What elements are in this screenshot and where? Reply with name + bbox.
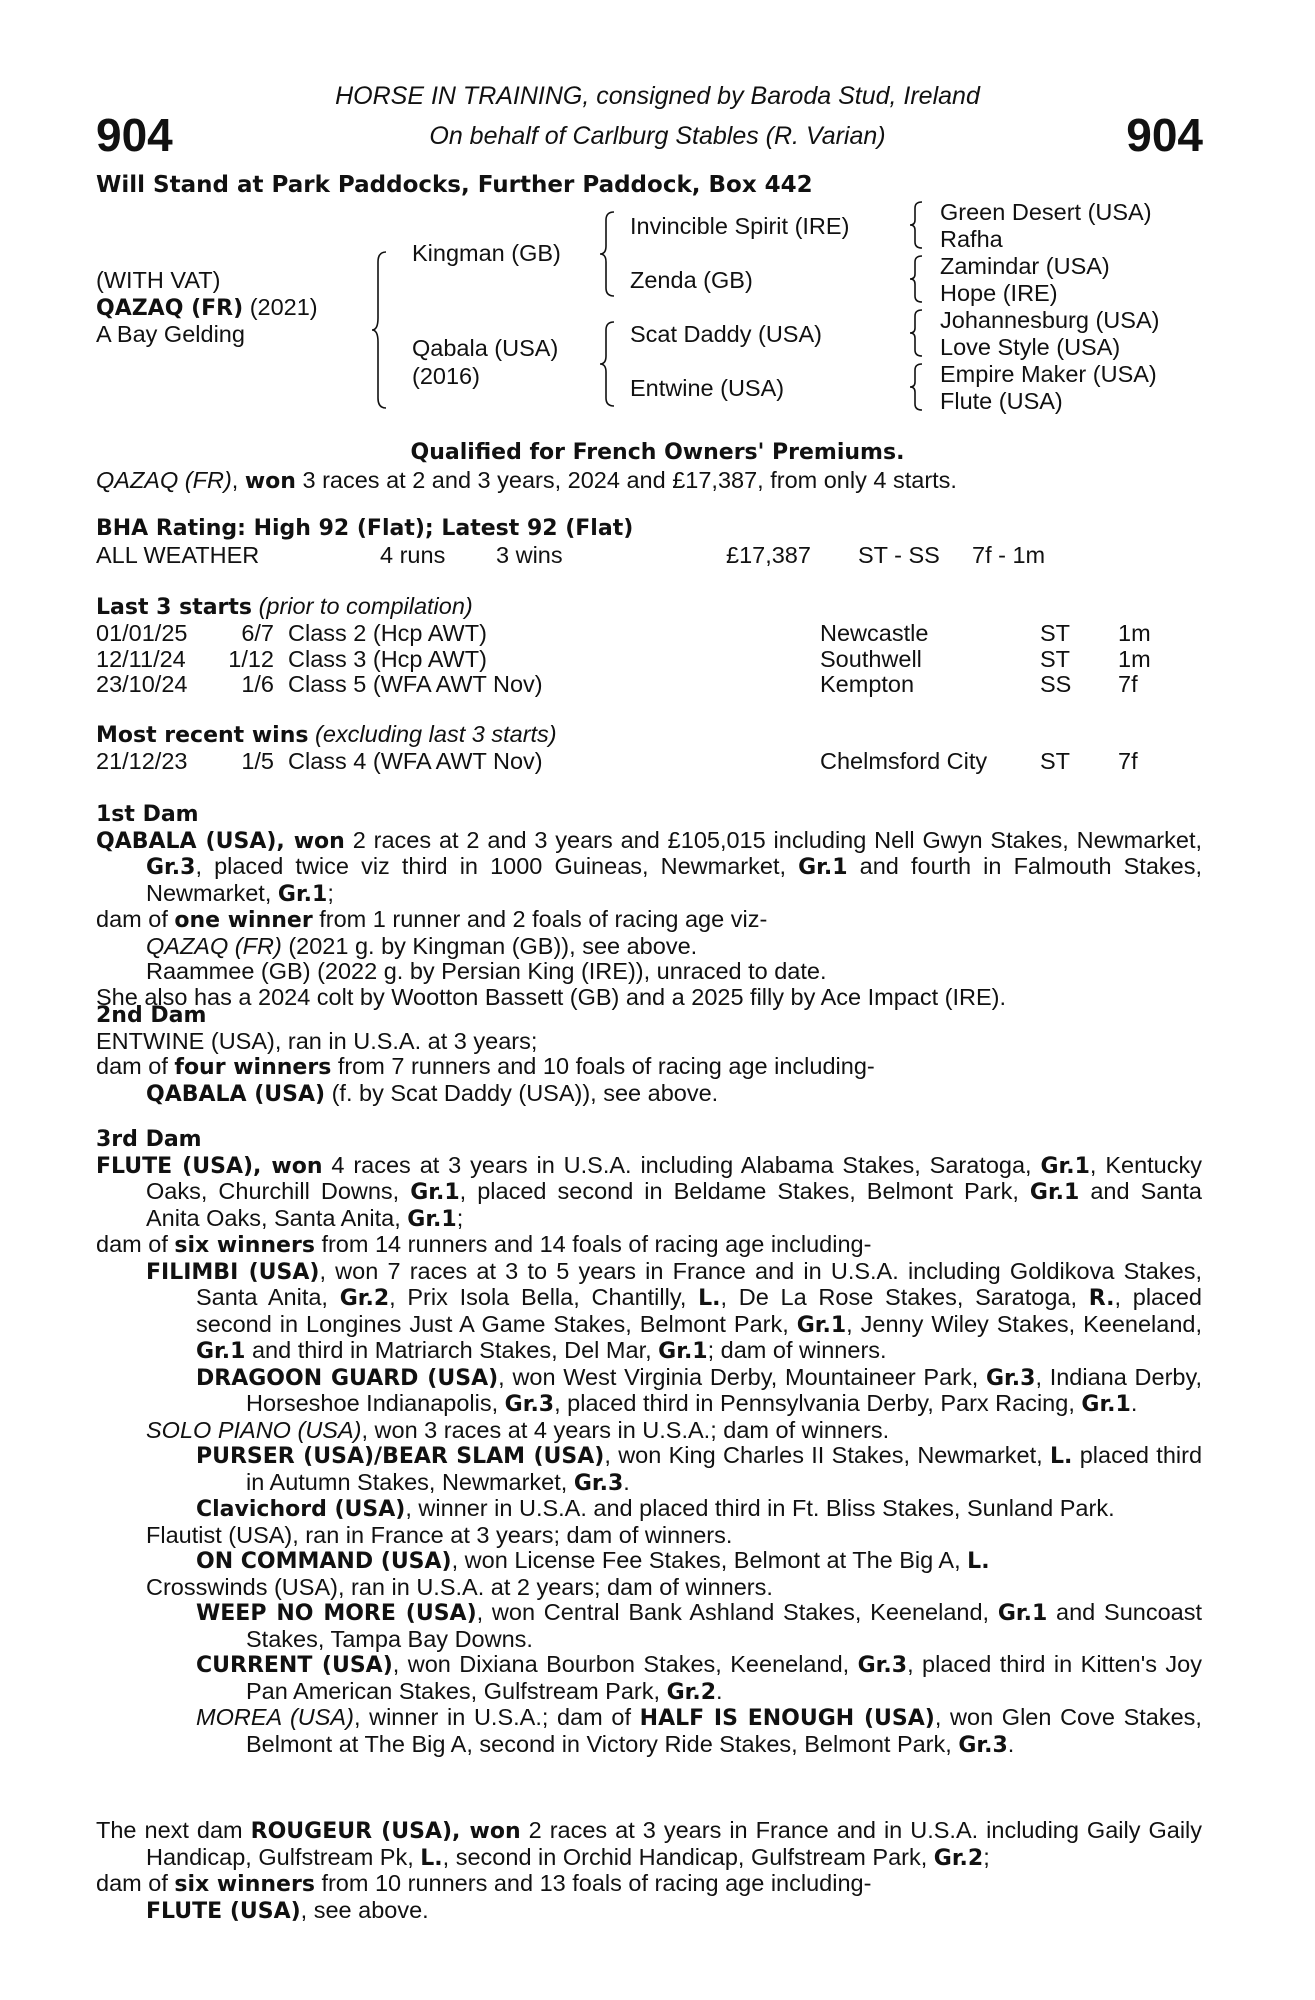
horse-title <box>96 295 318 322</box>
summary-name: QAZAQ (FR) <box>96 467 232 493</box>
pedigree-dss: Johannesburg (USA) <box>940 307 1160 333</box>
produce-name: FLUTE (USA) <box>146 1898 301 1924</box>
produce-detail: (f. by Scat Daddy (USA)), see above. <box>331 1079 719 1106</box>
grade-badge: L. <box>698 1286 721 1311</box>
winners-count: six winners <box>174 1872 315 1897</box>
last3-heading <box>96 594 473 621</box>
recent-note: (excluding last 3 starts) <box>315 721 557 747</box>
grade-badge: Gr.1 <box>196 1339 246 1364</box>
grade-badge: Gr.1 <box>277 881 328 907</box>
next-dam-produce <box>96 1871 1202 1898</box>
produce-summary: from 1 runner and 2 foals of racing age viz- <box>319 906 768 932</box>
pedigree-dsd: Love Style (USA) <box>940 334 1121 360</box>
grade-badge: Gr.2 <box>339 1286 390 1311</box>
pedigree-sds: Zamindar (USA) <box>940 253 1110 279</box>
dam-of-label: dam of <box>96 1053 168 1079</box>
produce-detail: , won Central Bank Ashland Stakes, Keeneland, <box>476 1599 990 1625</box>
produce-current: CURRENT (USA), won Dixiana Bourbon Stakes, Keeneland, Gr.3, placed third in Kitten's Joy Pan American Stakes, Gulfstream Park, Gr.2. <box>196 1651 1202 1705</box>
grade-badge: Gr.3 <box>504 1392 555 1417</box>
first-dam-also: She also has a 2024 colt by Wootton Bassett (GB) and a 2025 filly by Ace Impact (IRE). <box>96 983 1007 1010</box>
g3-brace-4 <box>908 362 924 412</box>
produce-morea: MOREA (USA), winner in U.S.A.; dam of HALF IS ENOUGH (USA), won Glen Cove Stakes, Belmont at The Big A, second in Victory Ride Stakes, Belmont Park, Gr.3. <box>196 1704 1202 1758</box>
race-pos: 6/7 <box>241 620 274 646</box>
on-behalf-line: On behalf of Carlburg Stables (R. Varian) <box>429 122 886 150</box>
second-dam-produce <box>96 1054 1202 1081</box>
race-dist: 7f <box>1118 671 1138 697</box>
produce-detail: (2021 g. by Kingman (GB)), see above. <box>288 932 698 959</box>
g3-brace-2 <box>908 254 924 304</box>
next-dam-name: ROUGEUR (USA), won <box>250 1819 521 1844</box>
next-dam-record <box>96 1818 1202 1871</box>
produce-name: FILIMBI (USA) <box>146 1259 320 1285</box>
produce-name: ON COMMAND (USA) <box>196 1549 452 1574</box>
produce-detail: , placed third in Pennsylvania Derby, Parx Racing, <box>554 1390 1075 1416</box>
first-dam-text2: , placed twice viz third in 1000 Guineas, Newmarket, <box>195 853 787 879</box>
race-date: 21/12/23 <box>96 748 188 774</box>
race-course: Kempton <box>820 671 915 697</box>
grade-badge: Gr.1 <box>658 1339 708 1364</box>
g3-brace-3 <box>908 308 924 358</box>
produce-detail: , won Dixiana Bourbon Stakes, Keeneland, <box>392 1651 850 1677</box>
produce-name: WEEP NO MORE (USA) <box>196 1601 477 1626</box>
produce-purser: PURSER (USA)/BEAR SLAM (USA), won King Charles II Stakes, Newmarket, L. placed third in Autumn Stakes, Newmarket, Gr.3. <box>196 1442 1203 1496</box>
first-dam-title: 1st Dam <box>96 802 199 827</box>
pedigree-sire-sire: Invincible Spirit (IRE) <box>630 213 850 239</box>
produce-summary: from 14 runners and 14 foals of racing age including- <box>321 1231 872 1257</box>
produce-detail: , see above. <box>300 1896 429 1923</box>
produce-detail: , won 3 races at 4 years in U.S.A.; dam of winners. <box>361 1416 890 1443</box>
grade-badge: Gr.1 <box>796 1312 847 1338</box>
race-surf: ST <box>1040 645 1071 672</box>
race-cls: Class 5 (WFA AWT Nov) <box>288 671 543 697</box>
grade-badge: Gr.1 <box>410 1180 460 1205</box>
produce-item <box>96 1081 1202 1108</box>
grade-badge: Gr.1 <box>1081 1392 1131 1417</box>
grade-badge: Gr.1 <box>997 1601 1048 1626</box>
race-dist: 1m <box>1118 620 1151 646</box>
grade-badge: R. <box>1088 1286 1115 1311</box>
rating-surface: ALL WEATHER <box>96 542 260 568</box>
produce-item: Raammee (GB) (2022 g. by Persian King (IRE)), unraced to date. <box>146 958 827 984</box>
stand-location: Will Stand at Park Paddocks, Further Paddock, Box 442 <box>96 172 813 198</box>
pedigree-dam-sire: Scat Daddy (USA) <box>630 321 822 347</box>
grade-badge: Gr.3 <box>857 1653 908 1678</box>
produce-name: QABALA (USA) <box>146 1081 326 1107</box>
pedigree-dds: Empire Maker (USA) <box>940 361 1157 387</box>
horse-description: A Bay Gelding <box>96 321 245 347</box>
winners-count: four winners <box>174 1055 332 1080</box>
summary-won: won <box>244 469 296 494</box>
summary-text: 3 races at 2 and 3 years, 2024 and £17,387, from only 4 starts. <box>302 467 957 493</box>
pedigree-sire: Kingman (GB) <box>412 240 561 266</box>
race-pos: 1/12 <box>228 645 274 672</box>
produce-name: CURRENT (USA) <box>196 1653 393 1678</box>
grade-badge: Gr.3 <box>958 1732 1008 1758</box>
horse-year: (2021) <box>249 294 318 320</box>
race-date: 01/01/25 <box>96 620 188 646</box>
third-dam-text: Kentucky Oaks, Churchill Downs, <box>146 1151 1203 1204</box>
grade-badge: Gr.2 <box>933 1845 984 1871</box>
second-dam-record: ENTWINE (USA), ran in U.S.A. at 3 years; <box>96 1027 538 1054</box>
lot-number-right: 904 <box>1126 109 1203 161</box>
produce-detail: , Prix Isola Bella, Chantilly, <box>389 1284 687 1310</box>
race-surf: SS <box>1040 671 1072 697</box>
first-dam-produce <box>96 907 1202 934</box>
dam-of-label: dam of <box>96 1231 168 1257</box>
race-cls: Class 2 (Hcp AWT) <box>288 620 487 646</box>
grade-badge: Gr.1 <box>798 855 848 880</box>
winners-count: one winner <box>174 908 313 933</box>
grade-badge: Gr.3 <box>146 855 196 880</box>
produce-detail: , De La Rose Stakes, Saratoga, <box>720 1284 1078 1310</box>
grade-badge: L. <box>1050 1444 1073 1469</box>
grade-badge: L. <box>967 1549 990 1574</box>
produce-detail: , won King Charles II Stakes, Newmarket, <box>604 1442 1043 1468</box>
produce-on-command <box>96 1548 1202 1575</box>
pedigree-ddd: Flute (USA) <box>940 388 1063 414</box>
pedigree-dam-dam: Entwine (USA) <box>630 375 785 401</box>
produce-detail: , Jenny Wiley Stakes, Keeneland, <box>846 1310 1202 1337</box>
lot-number-left: 904 <box>96 109 173 161</box>
consignor-line: HORSE IN TRAINING, consigned by Baroda Stud, Ireland <box>335 82 980 110</box>
grade-badge: Gr.1 <box>407 1206 457 1232</box>
produce-detail: , won Glen Cove Stakes, Belmont at The Big A, second in Victory Ride Stakes, Belmont Park, <box>246 1704 1202 1757</box>
produce-detail: , won License Fee Stakes, Belmont at The Big A, <box>451 1547 961 1573</box>
grade-badge: L. <box>420 1845 443 1871</box>
produce-filimbi <box>96 1259 1202 1365</box>
g3-brace-1 <box>908 200 924 250</box>
race-cls: Class 4 (WFA AWT Nov) <box>288 748 543 774</box>
produce-detail: , Indiana Derby, Horseshoe Indianapolis, <box>246 1363 1203 1416</box>
produce-detail: and third in Matriarch Stakes, Del Mar, <box>251 1337 652 1363</box>
last3-title: Last 3 starts <box>96 595 253 620</box>
race-course: Chelmsford City <box>820 748 988 774</box>
third-dam-title: 3rd Dam <box>96 1127 202 1152</box>
rating-title: BHA Rating: High 92 (Flat); Latest 92 (Flat) <box>96 516 634 541</box>
produce-name: Clavichord (USA) <box>196 1497 406 1522</box>
produce-crosswinds: Crosswinds (USA), ran in U.S.A. at 2 years; dam of winners. <box>146 1573 773 1600</box>
next-dam-text: ; <box>983 1843 990 1870</box>
race-course: Newcastle <box>820 620 929 646</box>
produce-dragoon: DRAGOON GUARD (USA), won West Virginia Derby, Mountaineer Park, Gr.3, Indiana Derby, Horseshoe Indianapolis, Gr.3, placed third in Pennsylvania Derby, Parx Racing, Gr.1. <box>196 1363 1203 1417</box>
produce-item <box>96 1898 1202 1925</box>
grade-badge: Gr.3 <box>573 1470 624 1496</box>
produce-name: HALF IS ENOUGH (USA) <box>639 1706 935 1731</box>
first-dam-text1: 2 races at 2 and 3 years and £105,015 including Nell Gwyn Stakes, Newmarket, <box>352 826 1202 853</box>
premiums-note: Qualified for French Owners' Premiums. <box>410 440 905 465</box>
race-pos: 1/6 <box>241 671 274 697</box>
produce-detail: and Suncoast Stakes, Tampa Bay Downs. <box>246 1599 1202 1652</box>
produce-flautist: Flautist (USA), ran in France at 3 years; dam of winners. <box>146 1521 733 1548</box>
produce-name: PURSER (USA)/BEAR SLAM (USA) <box>196 1444 605 1469</box>
main-brace <box>370 250 390 410</box>
rating-going: ST - SS <box>858 542 940 568</box>
next-dam-text: , second in Orchid Handicap, Gulfstream Park, <box>442 1843 928 1870</box>
pedigree-dam-year: (2016) <box>412 363 480 389</box>
first-dam-text4: ; <box>327 879 334 906</box>
pedigree-ssd: Rafha <box>940 226 1003 252</box>
pedigree-dam: Qabala (USA) <box>412 335 559 361</box>
dam-of-label: dam of <box>96 1870 168 1896</box>
next-dam-text: 2 races at 3 years in France and in U.S.A. including Gaily Gaily Handicap, Gulfstream Pk, <box>146 1817 1203 1870</box>
third-dam-text: 4 races at 3 years in U.S.A. including Alabama Stakes, Saratoga, <box>331 1151 1032 1178</box>
grade-badge: Gr.2 <box>666 1679 716 1705</box>
dam-of-label: dam of <box>96 906 168 932</box>
second-dam-title: 2nd Dam <box>96 1003 207 1028</box>
third-dam-name: FLUTE (USA), won <box>96 1153 323 1179</box>
pedigree-sss: Green Desert (USA) <box>940 199 1152 225</box>
third-dam-record: FLUTE (USA), won 4 races at 3 years in U.S.A. including Alabama Stakes, Saratoga, Gr.1, Kentucky Oaks, Churchill Downs, Gr.1, placed second in Beldame Stakes, Belmont Park, Gr.1 and Santa Anita Oaks, Santa Anita, Gr.1; <box>96 1151 1203 1232</box>
third-dam-text: and Santa Anita Oaks, Santa Anita, <box>146 1178 1203 1231</box>
race-surf: ST <box>1040 748 1071 774</box>
produce-detail: , won West Virginia Derby, Mountaineer Park, <box>498 1363 979 1390</box>
grade-badge: Gr.3 <box>986 1365 1036 1391</box>
produce-item <box>96 934 1202 960</box>
race-dist: 7f <box>1118 748 1138 774</box>
produce-name: DRAGOON GUARD (USA) <box>196 1365 499 1391</box>
last3-note: (prior to compilation) <box>258 593 473 619</box>
horse-name: QAZAQ (FR) <box>96 296 244 321</box>
race-dist: 1m <box>1118 645 1151 672</box>
race-cls: Class 3 (Hcp AWT) <box>288 645 487 672</box>
third-dam-text: , placed second in Beldame Stakes, Belmont Park, <box>459 1178 1019 1204</box>
next-dam-section <box>96 1818 1202 1924</box>
produce-name: MOREA (USA) <box>196 1704 354 1730</box>
produce-summary: from 10 runners and 13 foals of racing age including- <box>321 1870 872 1896</box>
grade-badge: Gr.1 <box>1029 1180 1080 1205</box>
produce-detail: , winner in U.S.A.; dam of <box>353 1704 631 1730</box>
race-date: 12/11/24 <box>96 645 186 672</box>
produce-clavichord <box>96 1496 1202 1523</box>
summary-line: QAZAQ (FR), won 3 races at 2 and 3 years, 2024 and £17,387, from only 4 starts. <box>96 467 957 494</box>
next-dam-intro: The next dam <box>96 1817 243 1843</box>
race-pos: 1/5 <box>241 748 274 774</box>
rating-runs: 4 runs <box>380 542 446 568</box>
produce-detail: , placed third in Kitten's Joy Pan American Stakes, Gulfstream Park, <box>246 1651 1202 1704</box>
race-date: 23/10/24 <box>96 671 188 697</box>
produce-solo <box>96 1418 1202 1444</box>
rating-wins: 3 wins <box>496 542 563 568</box>
winners-count: six winners <box>174 1233 315 1258</box>
race-surf: ST <box>1040 620 1071 646</box>
produce-summary: from 7 runners and 10 foals of racing age including- <box>337 1053 875 1079</box>
grade-badge: Gr.1 <box>1040 1153 1090 1179</box>
sire-brace <box>598 210 618 298</box>
rating-distance: 7f - 1m <box>972 542 1046 568</box>
produce-name: SOLO PIANO (USA) <box>146 1416 362 1443</box>
third-dam-produce <box>96 1232 1202 1259</box>
race-course: Southwell <box>820 645 922 672</box>
first-dam-section <box>96 802 1202 1010</box>
recent-title: Most recent wins <box>96 723 309 748</box>
produce-weep <box>96 1600 1202 1652</box>
dam-brace <box>598 320 618 408</box>
pedigree-sire-dam: Zenda (GB) <box>630 267 753 293</box>
produce-detail: ; dam of winners. <box>707 1337 887 1363</box>
first-dam-record <box>96 828 1202 908</box>
first-dam-text3: and fourth in Falmouth Stakes, Newmarket, <box>146 853 1203 906</box>
pedigree-sdd: Hope (IRE) <box>940 280 1058 306</box>
produce-detail: placed third in Autumn Stakes, Newmarket, <box>246 1442 1203 1495</box>
rating-prize: £17,387 <box>726 542 811 568</box>
vat-label: (WITH VAT) <box>96 267 221 293</box>
first-dam-name: QABALA (USA), won <box>96 828 345 854</box>
third-dam-section <box>96 1127 1202 1758</box>
recent-heading <box>96 722 557 749</box>
produce-detail: , placed second in Longines Just A Game Stakes, Belmont Park, <box>196 1284 1202 1337</box>
second-dam-section <box>96 1003 1202 1107</box>
produce-detail: , winner in U.S.A. and placed third in Ft. Bliss Stakes, Sunland Park. <box>405 1495 1115 1521</box>
produce-detail: , won 7 races at 3 to 5 years in France and in U.S.A. including Goldikova Stakes, Santa Anita, <box>196 1257 1202 1310</box>
produce-name: QAZAQ (FR) <box>146 932 282 959</box>
